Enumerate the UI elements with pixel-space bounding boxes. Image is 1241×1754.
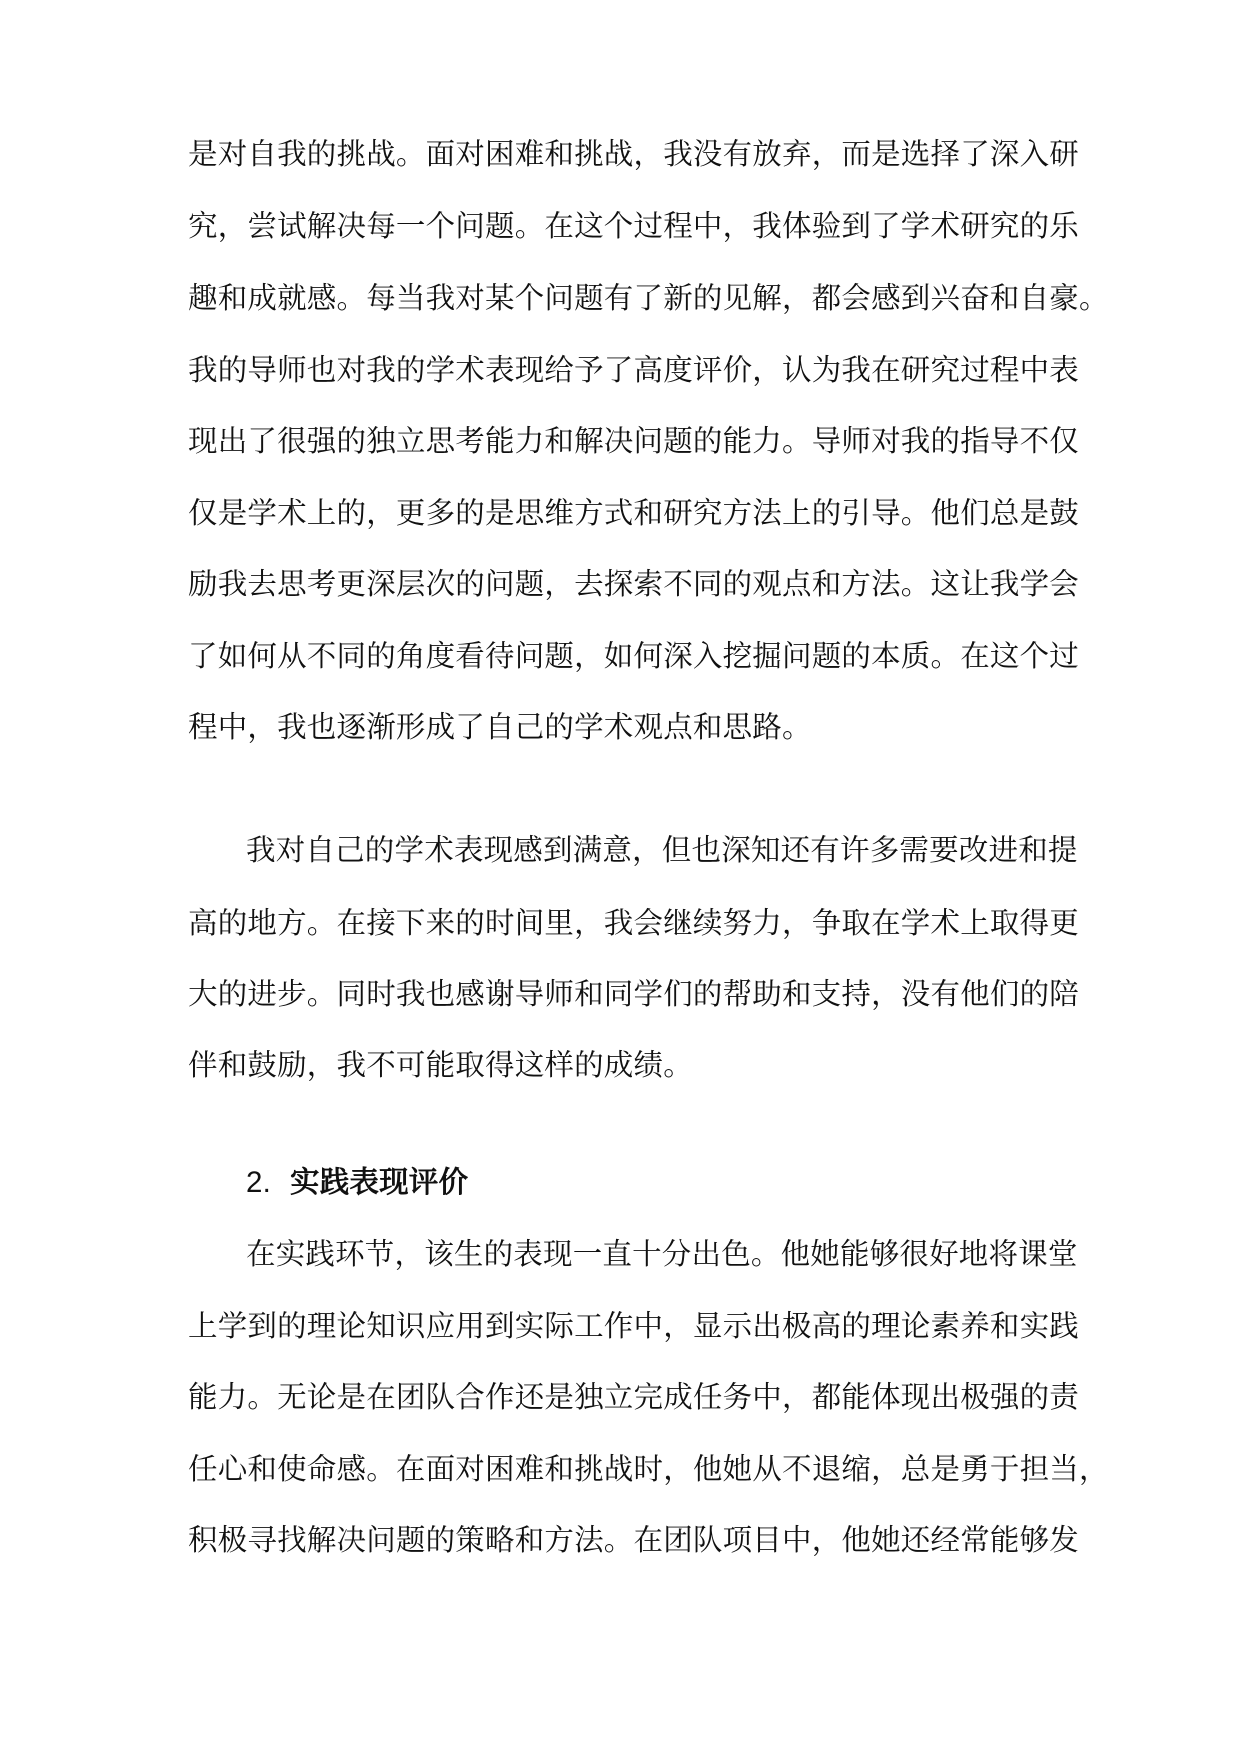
text-line: 励我去思考更深层次的问题，去探索不同的观点和方法。这让我学会: [188, 567, 1080, 601]
text-line: 我对自己的学术表现感到满意，但也深知还有许多需要改进和提: [246, 833, 1078, 867]
section-title: 实践表现评价: [290, 1165, 469, 1199]
text-line: 高的地方。在接下来的时间里，我会继续努力，争取在学术上取得更: [188, 906, 1080, 940]
section-number: 2.: [246, 1166, 272, 1199]
text-line: 能力。无论是在团队合作还是独立完成任务中，都能体现出极强的责: [188, 1380, 1080, 1414]
text-line: 仅是学术上的，更多的是思维方式和研究方法上的引导。他们总是鼓: [188, 496, 1080, 530]
text-line: 了如何从不同的角度看待问题，如何深入挖掘问题的本质。在这个过: [188, 639, 1080, 673]
text-line: 趣和成就感。每当我对某个问题有了新的见解，都会感到兴奋和自豪。: [188, 281, 1109, 315]
text-line: 大的进步。同时我也感谢导师和同学们的帮助和支持，没有他们的陪: [188, 977, 1080, 1011]
text-line: 上学到的理论知识应用到实际工作中，显示出极高的理论素养和实践: [188, 1309, 1080, 1343]
text-line: 任心和使命感。在面对困难和挑战时，他她从不退缩，总是勇于担当，: [188, 1452, 1109, 1486]
text-line: 我的导师也对我的学术表现给予了高度评价，认为我在研究过程中表: [188, 353, 1080, 387]
section-heading: [246, 1162, 468, 1203]
text-line: 伴和鼓励，我不可能取得这样的成绩。: [188, 1048, 693, 1082]
text-line: 是对自我的挑战。面对困难和挑战，我没有放弃，而是选择了深入研: [188, 137, 1080, 171]
text-line: 现出了很强的独立思考能力和解决问题的能力。导师对我的指导不仅: [188, 424, 1080, 458]
text-line: 在实践环节，该生的表现一直十分出色。他她能够很好地将课堂: [246, 1237, 1078, 1271]
text-line: 究，尝试解决每一个问题。在这个过程中，我体验到了学术研究的乐: [188, 209, 1080, 243]
text-line: 程中，我也逐渐形成了自己的学术观点和思路。: [188, 710, 812, 744]
text-line: 积极寻找解决问题的策略和方法。在团队项目中，他她还经常能够发: [188, 1523, 1080, 1557]
